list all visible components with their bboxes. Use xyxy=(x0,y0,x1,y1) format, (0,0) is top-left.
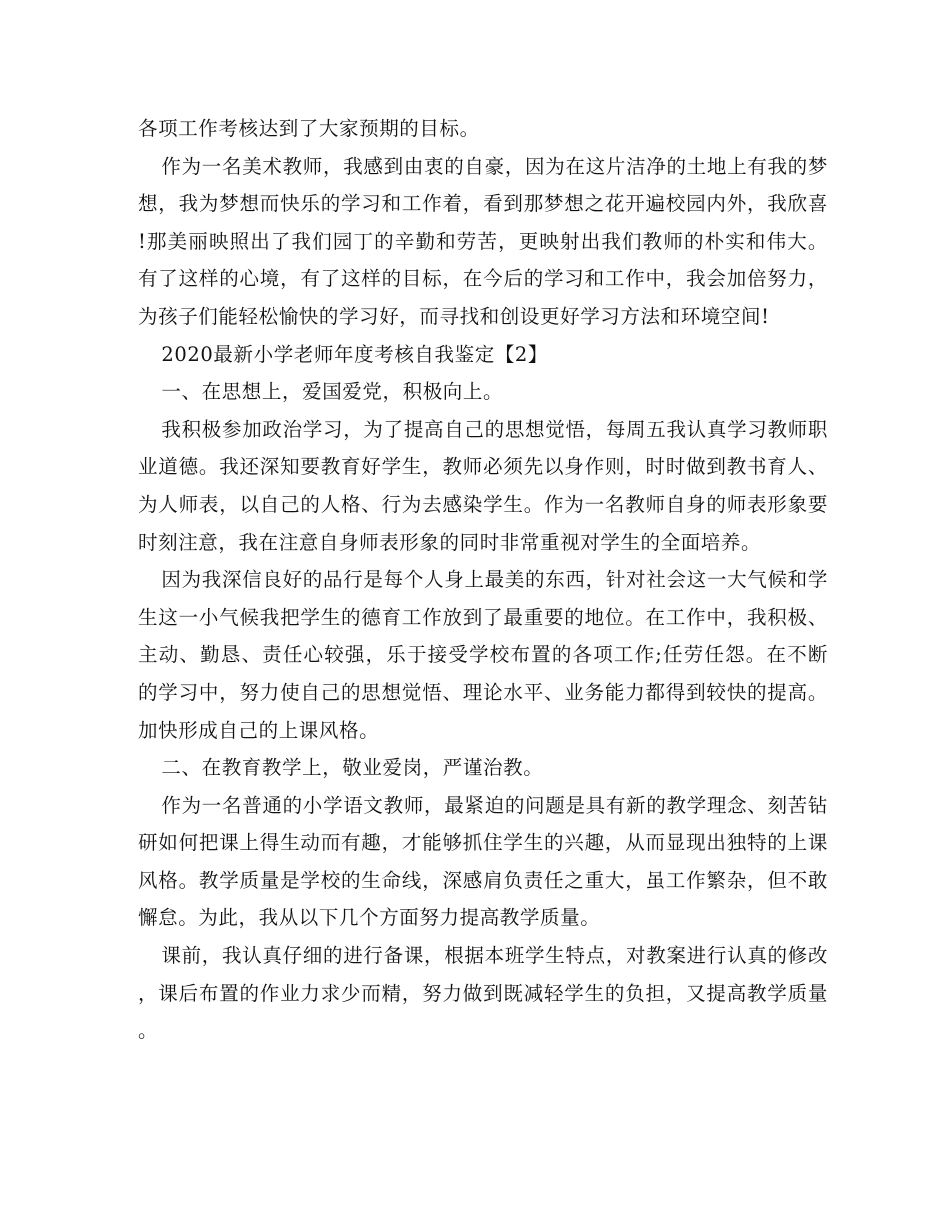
paragraph-moral-education: 因为我深信良好的品行是每个人身上最美的东西，针对社会这一大气候和学生这一小气候我把学生的德育工作放到了最重要的地位。在工作中，我积极、主动、勤恳、责任心较强，乐于接受学校布置的各项工作;任劳任怨。在不断的学习中，努力使自己的思想觉悟、理论水平、业务能力都得到较快的提高。加快形成自己的上课风格。 xyxy=(138,568,828,742)
paragraph-teaching-quality: 作为一名普通的小学语文教师，最紧迫的问题是具有新的教学理念、刻苦钻研如何把课上得生动而有趣，才能够抓住学生的兴趣，从而显现出独特的上课风格。教学质量是学校的生命线，深感肩负责任之重大，虽工作繁杂，但不敢懈怠。为此，我从以下几个方面努力提高教学质量。 xyxy=(138,793,828,930)
document-page xyxy=(138,110,828,1050)
subheading-teaching: 二、在教育教学上，敬业爱岗，严谨治教。 xyxy=(161,756,544,780)
subheading-ideology: 一、在思想上，爱国爱党，积极向上。 xyxy=(161,380,504,404)
paragraph-art-teacher: 作为一名美术教师，我感到由衷的自豪，因为在这片洁净的土地上有我的梦想，我为梦想而快乐的学习和工作着，看到那梦想之花开遍校园内外，我欣喜!那美丽映照出了我们园丁的辛勤和劳苦，更映射出我们教师的朴实和伟大。有了这样的心境，有了这样的目标，在今后的学习和工作中，我会加倍努力，为孩子们能轻松愉快的学习好，而寻找和创设更好学习方法和环境空间! xyxy=(138,154,828,328)
paragraph-political-study: 我积极参加政治学习，为了提高自己的思想觉悟，每周五我认真学习教师职业道德。我还深知要教育好学生，教师必须先以身作则，时时做到教书育人、为人师表，以自己的人格、行为去感染学生。作为一名教师自身的师表形象要时刻注意，我在注意自身师表形象的同时非常重视对学生的全面培养。 xyxy=(138,417,828,554)
paragraph-lesson-prep: 课前，我认真仔细的进行备课，根据本班学生特点，对教案进行认真的修改，课后布置的作业力求少而精，努力做到既减轻学生的负担，又提高教学质量。 xyxy=(138,944,828,1043)
paragraph-continuation: 各项工作考核达到了大家预期的目标。 xyxy=(138,117,480,140)
section-heading: 2020最新小学老师年度考核自我鉴定【2】 xyxy=(161,342,549,366)
